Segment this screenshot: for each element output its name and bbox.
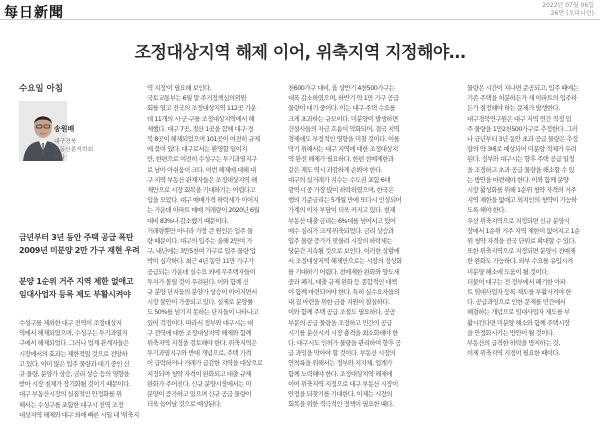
body-line: 내 집 마련을 위한 금융 지원이 절실하다. <box>288 298 390 307</box>
body-line: 지정되며 청약 자격이 완화되고 대출 규제 <box>147 369 252 378</box>
body-line: 을 조정하고 초과 공급 물량을 해소할 수 있 <box>467 165 575 174</box>
body-line: 도 50%를 넘기지 못하는 단지들이 나타나고 <box>147 308 259 317</box>
body-line: 회복을 위한 적극적인 정책이 필요한 때다. <box>288 400 394 409</box>
body-line: 만, 한편으로 여전히 수성구는 투기과열지구 <box>147 155 257 164</box>
body-line: 받아 시장 침체가 장기화될 것이기 때문이다. <box>19 380 131 389</box>
body-line: 량의 약 3배로 예상되어 미분양 적체가 우려 <box>467 145 577 154</box>
body-line: 다. 대구시도 인허가 물량을 관리하여 향후 공 <box>288 339 401 348</box>
body-line: 를 기대하기 어렵다. 전매제한 완화와 양도세 <box>288 267 400 276</box>
body-line: 수성구를 제외한 대구 전역이 조정대상지 <box>19 319 122 327</box>
body-line: 우선 위축지역으로 지정되면 신규 분양시 <box>467 216 570 225</box>
body-line: 회를 열고 전국의 조정대상지역 112곳 가운 <box>147 104 257 113</box>
body-column-2 <box>147 83 275 410</box>
body-line: 이어 위축지역 지정으로 대구 부동산 시장이 <box>288 379 398 388</box>
body-line: 부동산의 급격한 하락을 방지하는 것, <box>467 339 560 348</box>
body-line: 된다. 정부와 대구시는 향후 주택 공급 일정 <box>467 155 575 164</box>
body-line: 있어 걱정이다. 따라서 정부와 대구시는 대 <box>147 318 253 327</box>
body-line: 북 8곳이 해제되었으며 101곳이 여전히 규제 <box>147 135 260 144</box>
body-line: 시장에서의 효과는 제한적일 것으로 전망하 <box>19 349 128 358</box>
body-line: 이 급락하거나 거래가 급감한 지역을 대상으로 <box>147 359 263 368</box>
body-line: 해결하는 개념으로 임대사업자 제도를 부 <box>467 308 570 317</box>
body-line: 에 묶여 있다. 대구로서는 환영할 일이지 <box>147 145 247 154</box>
body-line: 이제 위축지역 지정이 필요한 때이다. <box>467 349 560 358</box>
body-line: 부동산 대출 금리는 6%대를 넘어서고 있어 <box>288 216 396 225</box>
edition-info <box>542 2 594 18</box>
body-column-1 <box>19 318 139 420</box>
body-line: 량 때문이다. 대구의 입주는 올해 2만여 가 <box>147 237 253 246</box>
body-line: 든가 결정해야 하는 문제가 발생한다. <box>467 104 560 113</box>
body-line: 주 물량을 1만2천500가구로 추정한다. 그러 <box>467 124 578 133</box>
body-line: 같은 제도 역시 과감하게 손봐야 한다. <box>288 165 383 174</box>
body-line: 데 11개의 시·군·구를 조정대상지역에서 해 <box>147 114 255 123</box>
body-line: 입을 모았다. 대구 매매가격 하락세가 이어지 <box>147 196 259 205</box>
body-line: 시기를 분산시켜 시장 충격을 최소화해야 한 <box>288 328 398 337</box>
body-line: 서 조정대상지역 해제만으로는 시장의 정상화 <box>288 257 402 266</box>
edition-date: 2022년 07월 06일 <box>542 2 594 9</box>
body-line: 가계의 이자 부담이 더욱 커지고 있다. 현재 <box>288 206 396 215</box>
body-line: 함께 노력해야 한다. 조정대상지역 해제에 <box>288 369 393 378</box>
edition-page: 26면 (오피니언) <box>550 10 594 17</box>
body-line: 시장 활성화를 위해 1순위 청약 자격의 거주 <box>467 186 577 195</box>
body-line: 는 가운데 아파트 매매 거래량이 2020년 6월 <box>147 206 260 215</box>
body-line: 제했다. 대구 7곳, 경산 1곳을 합해 대구·경 <box>147 124 254 133</box>
body-line: 구, 내년에는 3만5천여 가구로 입주 물량 압 <box>147 247 256 256</box>
body-line: 장에서 1순위 거주 지역 제한이 없어지고 1순 <box>467 226 580 235</box>
body-line: 이와 함께 주택 공급 조절도 필요하다. 공공 <box>288 308 396 317</box>
body-line: 지역 제한을 없애고 외지인의 청약이 가능하 <box>467 196 577 205</box>
subheadline-1: 금년부터 3년 동안 주택 공급 폭탄 2009년 미분양 2만 가구 재현 우려 <box>19 233 140 255</box>
body-line: 제만으로 시장 회복을 기대하기는 어렵다고 <box>147 186 256 195</box>
body-line: 도록 해야 한다. <box>467 206 506 215</box>
column-title: 수요일 아침 <box>19 84 64 94</box>
body-line: 대구 부동산시장의 실질적인 안정화를 위 <box>19 390 122 399</box>
body-line: 거래량뿐만 아니라 가장 큰 원인은 입주 물 <box>147 226 253 235</box>
body-line: 급 과잉을 막아야 할 것이다. 부동산 시장의 <box>288 349 396 358</box>
body-line: 트 임대사업자 등록 제도를 부활시켜야 한 <box>467 288 572 297</box>
body-line: 위 청약 자격을 전국 단위로 확대할 수 있다. <box>467 237 576 246</box>
author-name: 송원배 <box>54 125 75 133</box>
body-line: 또한 위축지역으로 지정되면 분양시 전매제 <box>467 247 576 256</box>
body-line: 미분양 해소에 도움이 될 것이다. <box>467 267 549 276</box>
body-line: 건설사들의 자금 흐름이 악화되어, 결국 지역 <box>288 124 400 133</box>
body-column-3 <box>288 83 414 410</box>
article-headline: 조정대상지역 해제 이어, 위축지역 지정해야… <box>134 43 466 63</box>
body-line: 위축지역 지정을 검토해야 한다. 위축지역은 <box>147 339 257 348</box>
body-line: 투자가 몰릴 것이 우려된다. 이와 함께 신 <box>147 277 249 286</box>
body-line: 천600가구 대비, 올 상반기 4천500가구는 <box>288 84 395 92</box>
author-role: 대구경북 부동산분석학회 이사 <box>54 139 94 161</box>
body-line: 막기 위해서는 대구 지역에 대한 조정대상지 <box>288 145 398 154</box>
body-line: 한 완화도 가능하다. 외부 수요를 유입시켜 <box>467 257 573 266</box>
body-line: 광역시 중 가장 많이 하락하였으며, 한국은 <box>288 186 394 195</box>
body-line: 분양이 증가하고 있으며 신규 공급 물량이 <box>147 390 252 399</box>
body-line: 완화가 주어진다. 신규 분양시장에서는 미 <box>147 379 252 388</box>
body-line: 규 물량, 분양가 상승, 금리 상승 등의 영향을 <box>19 370 130 379</box>
body-line: 행의 기준금리는 5개월 만에 또다시 인상되어 <box>288 196 402 205</box>
body-line: 공급되는 가운데 실수요 외에 무주택자들이 <box>147 267 256 276</box>
subheadline-2: 분양 1순위 거주 지역 제한 없애고 임대사업자 등록 제도 부활시켜야 <box>19 277 134 299</box>
body-line: 역 완전 해제가 필요하다. 한편 전매제한과 <box>288 155 394 164</box>
body-line: 고 있다. 이미 많은 입주 물량과 대기 중인 신 <box>19 359 130 368</box>
body-line: 국토교통부는 6월 말 주거정책심의위원 <box>147 94 246 103</box>
body-line: 역에서 해제되었으며, 수성구는 투기과열지 <box>19 329 128 338</box>
body-line: 대구의 실거래가 지수는 수도권 포함 6대 <box>288 175 390 184</box>
body-line: 대비 83%나 감소했기 때문이다. <box>147 216 229 225</box>
body-line: 구 지역 부동산 관계자들은 조정대상지역 해 <box>147 175 257 184</box>
body-line: 입주 물량 증가가 맞물려 시장의 하락세는 <box>288 237 393 246</box>
masthead <box>0 0 600 20</box>
body-line: 부문의 공급 물량을 조정하고 민간의 공급 <box>288 318 393 327</box>
body-line: 물량은 시간이 지나면 준공되고, 입주 때에는 <box>467 84 579 92</box>
body-line: 물량이 대기 중이다. 이는 대구 주택 수요를 <box>288 104 396 113</box>
body-line: 매수 심리가 크게 위축되었다. 금리 상승과 <box>288 226 394 235</box>
body-line: 나 금년부터 3년 동안 초과 공급 물량은 추정 <box>467 135 578 144</box>
body-line: 활시킨다면 미분양 해소와 함께 주택시장 <box>467 318 570 327</box>
body-line: 박이 심각하다. 최근 4년 동안 11만 가구가 <box>147 257 254 266</box>
author-info <box>54 124 132 162</box>
body-line: 안정을 되찾기를 기대한다. 이제는 시장의 <box>288 390 393 399</box>
body-line: 더불어 대구는 전 정부에서 폐기한 아파 <box>467 277 566 286</box>
body-line: 이 함께 마련되어야 한다. 특히 실수요자들의 <box>288 288 400 297</box>
body-line: 중과 폐지, 대출 규제 완화 등 종합적인 대책 <box>288 277 397 286</box>
body-line: 크게 초과하는 규모이다. 미분양이 발생하면 <box>288 114 398 123</box>
body-line: 투기과열지구와 반대 개념으로, 주택 가격 <box>147 349 252 358</box>
body-line: 대상지역 해제와 대구 외에 빠른 시일 내 '위축지 <box>19 410 139 419</box>
body-line: 구 전역에 대한 조정대상지역 해제와 함께 <box>147 328 252 337</box>
body-line: 로 남아 아쉬움이 크다. 이번 해제에 대해 대 <box>147 165 256 174</box>
body-line: 다. 공급과잉으로 인한 문제를 민간에서 <box>467 298 566 307</box>
body-line: 시장 불안이 가중되고 있다. 실제로 분양률 <box>147 298 253 307</box>
body-line: 더욱 늘어날 것으로 예상된다. <box>147 400 222 409</box>
body-line: 는 방안을 마련해야 한다. 이와 함께 분양 <box>467 175 569 184</box>
body-line: 대구경북연구원은 대구 지역 연간 적정 입 <box>467 114 572 123</box>
body-line: 경제에도 부정적인 영향을 미칠 것이다. 이를 <box>288 135 400 144</box>
newspaper-logo: 每日新聞 <box>4 5 64 21</box>
body-column-4 <box>467 83 597 358</box>
body-line: 규 분양 단지들의 분양가 상승이 이어지면서 <box>147 288 257 297</box>
body-line: 을 안정화시키는 방안이 될 것이다. <box>467 328 555 337</box>
body-line: 해서는 수성구를 포함한 대구시 전역 조정 <box>19 400 124 409</box>
body-line: 당분간 지속될 것으로 보인다. 이러한 상황에 <box>288 247 400 256</box>
body-line: 기존 주택을 처분하든가 새 아파트의 입주하 <box>467 94 577 103</box>
body-line: 연착륙을 위해서는 정부와 지자체, 업계가 <box>288 359 393 368</box>
body-line: 대폭 감소하였으며, 하반기 약 1만 가구 공급 <box>288 94 399 103</box>
body-line: 구에서 해제되었다. 그러나 업계 관계자들은 <box>19 339 129 348</box>
body-line: 역 지정'이 필요해 보인다. <box>147 84 212 92</box>
